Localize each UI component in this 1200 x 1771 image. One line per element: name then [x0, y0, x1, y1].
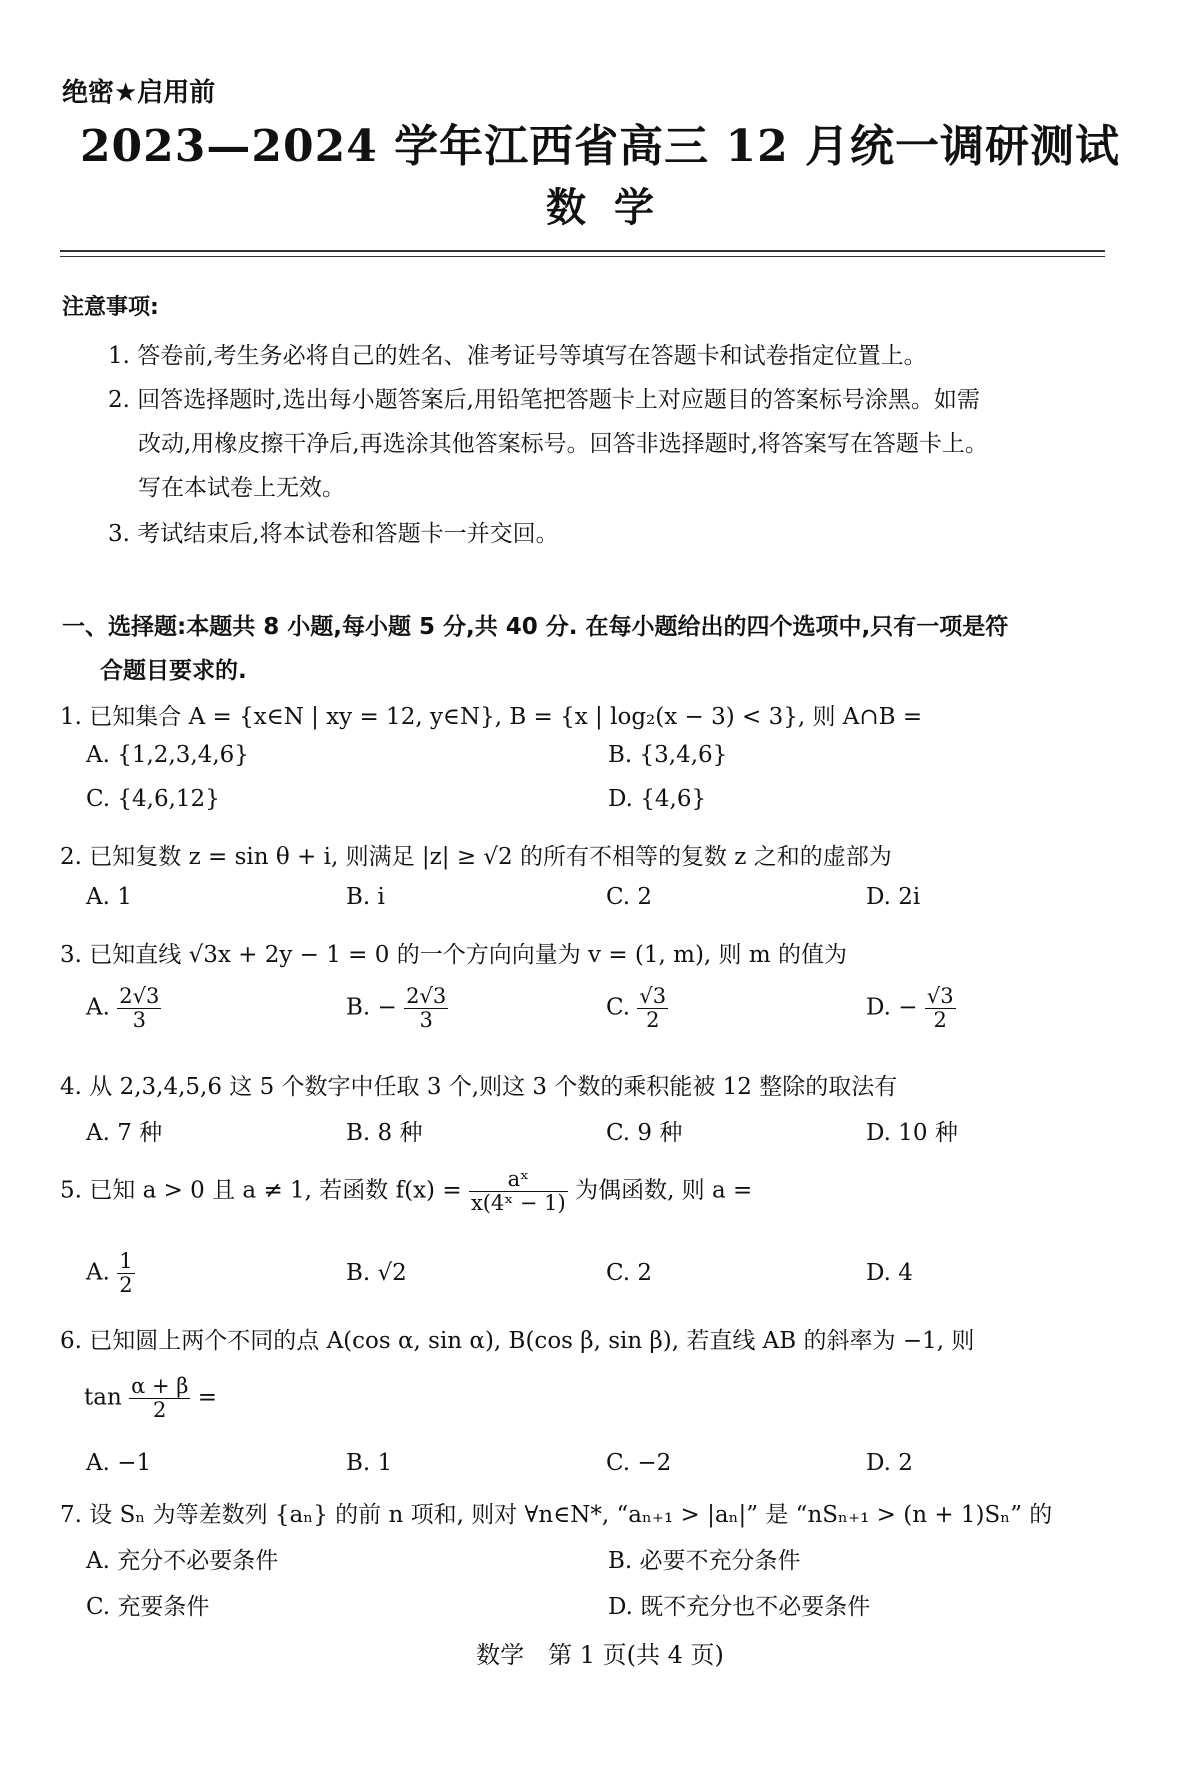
q2-option-a: A. 1: [86, 884, 132, 910]
q3-a-denominator: 3: [132, 1008, 146, 1033]
note-item: 3. 考试结束后,将本试卷和答题卡一并交回。: [108, 521, 559, 547]
q6-tan-equals: =: [197, 1384, 217, 1411]
q3-b-prefix: B. −: [346, 994, 397, 1021]
q7-option-d: D. 既不充分也不必要条件: [608, 1594, 871, 1620]
q5-option-d: D. 4: [866, 1260, 913, 1286]
q6-tan-numerator: α + β: [131, 1374, 189, 1398]
q5-a-denominator: 2: [119, 1273, 133, 1298]
q5-option-a: [86, 1250, 135, 1297]
q4-option-b: B. 8 种: [346, 1120, 423, 1146]
q3-a-prefix: A.: [86, 994, 110, 1021]
exam-title: 2023—2024 学年江西省高三 12 月统一调研测试: [79, 121, 1121, 172]
q5-option-b: B. √2: [346, 1260, 407, 1286]
q5-a-numerator: 1: [119, 1249, 133, 1273]
q3-d-numerator: √3: [926, 984, 954, 1008]
note-item: 改动,用橡皮擦干净后,再选涂其他答案标号。回答非选择题时,将答案写在答题卡上。: [138, 431, 988, 457]
q5-numerator: aˣ: [469, 1168, 568, 1192]
question-5-stem: [60, 1168, 752, 1215]
q5-a-prefix: A.: [86, 1259, 110, 1286]
q6-option-a: A. −1: [86, 1450, 152, 1476]
q7-option-c: C. 充要条件: [86, 1594, 210, 1620]
q2-option-d: D. 2i: [866, 884, 921, 910]
q3-a-numerator: 2√3: [119, 984, 160, 1008]
q3-d-fraction: [925, 985, 956, 1032]
q3-option-b: [346, 985, 448, 1032]
question-3-stem: 3. 已知直线 √3x + 2y − 1 = 0 的一个方向向量为 v = (1, m), 则 m 的值为: [60, 942, 847, 968]
secret-label: 绝密★启用前: [62, 78, 216, 108]
q6-tan-fraction: [129, 1375, 190, 1422]
q5-a-fraction: [117, 1250, 134, 1297]
q6-option-c: C. −2: [606, 1450, 672, 1476]
q3-b-denominator: 3: [419, 1008, 433, 1033]
q4-option-c: C. 9 种: [606, 1120, 683, 1146]
q6-tan-denominator: 2: [153, 1398, 167, 1423]
q4-option-d: D. 10 种: [866, 1120, 958, 1146]
q3-b-numerator: 2√3: [406, 984, 447, 1008]
q3-d-denominator: 2: [933, 1008, 947, 1033]
section-heading-cont: 合题目要求的.: [100, 658, 247, 684]
question-2-stem: 2. 已知复数 z = sin θ + i, 则满足 |z| ≥ √2 的所有不相等的复数 z 之和的虚部为: [60, 844, 892, 870]
q5-option-c: C. 2: [606, 1260, 653, 1286]
notes-heading: 注意事项:: [62, 295, 159, 320]
q6-option-d: D. 2: [866, 1450, 913, 1476]
question-6-stem: 6. 已知圆上两个不同的点 A(cos α, sin α), B(cos β, sin β), 若直线 AB 的斜率为 −1, 则: [60, 1328, 975, 1354]
q3-a-fraction: [117, 985, 161, 1032]
q5-stem-prefix: 5. 已知 a > 0 且 a ≠ 1, 若函数 f(x) =: [60, 1177, 462, 1204]
q2-option-c: C. 2: [606, 884, 653, 910]
page-footer: 数学 第 1 页(共 4 页): [476, 1641, 724, 1669]
section-heading: 一、选择题:本题共 8 小题,每小题 5 分,共 40 分. 在每小题给出的四个选项中,只有一项是符: [62, 614, 1009, 640]
q3-c-numerator: √3: [639, 984, 667, 1008]
q6-option-b: B. 1: [346, 1450, 393, 1476]
question-7-stem: 7. 设 Sₙ 为等差数列 {aₙ} 的前 n 项和, 则对 ∀n∈N*, “aₙ₊₁ > |aₙ|” 是 “nSₙ₊₁ > (n + 1)Sₙ” 的: [60, 1502, 1053, 1528]
q3-c-denominator: 2: [646, 1008, 660, 1033]
q2-option-b: B. i: [346, 884, 385, 910]
note-item: 2. 回答选择题时,选出每小题答案后,用铅笔把答题卡上对应题目的答案标号涂黑。如需: [108, 387, 980, 413]
q1-option-c: C. {4,6,12}: [86, 786, 220, 812]
q6-tan-expression: [84, 1375, 217, 1422]
q7-option-b: B. 必要不充分条件: [608, 1548, 801, 1574]
q3-c-prefix: C.: [606, 994, 631, 1021]
question-1-stem: 1. 已知集合 A = {x∈N | xy = 12, y∈N}, B = {x | log₂(x − 3) < 3}, 则 A∩B =: [60, 704, 923, 730]
note-item: 1. 答卷前,考生务必将自己的姓名、准考证号等填写在答题卡和试卷指定位置上。: [108, 343, 927, 369]
q1-option-a: A. {1,2,3,4,6}: [86, 742, 249, 768]
q3-option-c: [606, 985, 668, 1032]
q3-c-fraction: [637, 985, 668, 1032]
q7-option-a: A. 充分不必要条件: [86, 1548, 279, 1574]
header-divider: [60, 250, 1105, 252]
q3-option-d: [866, 985, 956, 1032]
header-divider-thin: [60, 256, 1105, 257]
q5-function-fraction: [469, 1168, 568, 1215]
q1-option-b: B. {3,4,6}: [608, 742, 728, 768]
subject-title: 数学: [546, 185, 682, 231]
question-4-stem: 4. 从 2,3,4,5,6 这 5 个数字中任取 3 个,则这 3 个数的乘积能被 12 整除的取法有: [60, 1074, 898, 1100]
q5-stem-suffix: 为偶函数, 则 a =: [575, 1177, 753, 1204]
q3-option-a: [86, 985, 161, 1032]
note-item: 写在本试卷上无效。: [138, 475, 345, 501]
q3-b-fraction: [404, 985, 448, 1032]
q5-denominator: x(4ˣ − 1): [470, 1191, 566, 1216]
q4-option-a: A. 7 种: [86, 1120, 163, 1146]
q1-option-d: D. {4,6}: [608, 786, 707, 812]
q6-tan-prefix: tan: [84, 1384, 122, 1411]
q3-d-prefix: D. −: [866, 994, 918, 1021]
